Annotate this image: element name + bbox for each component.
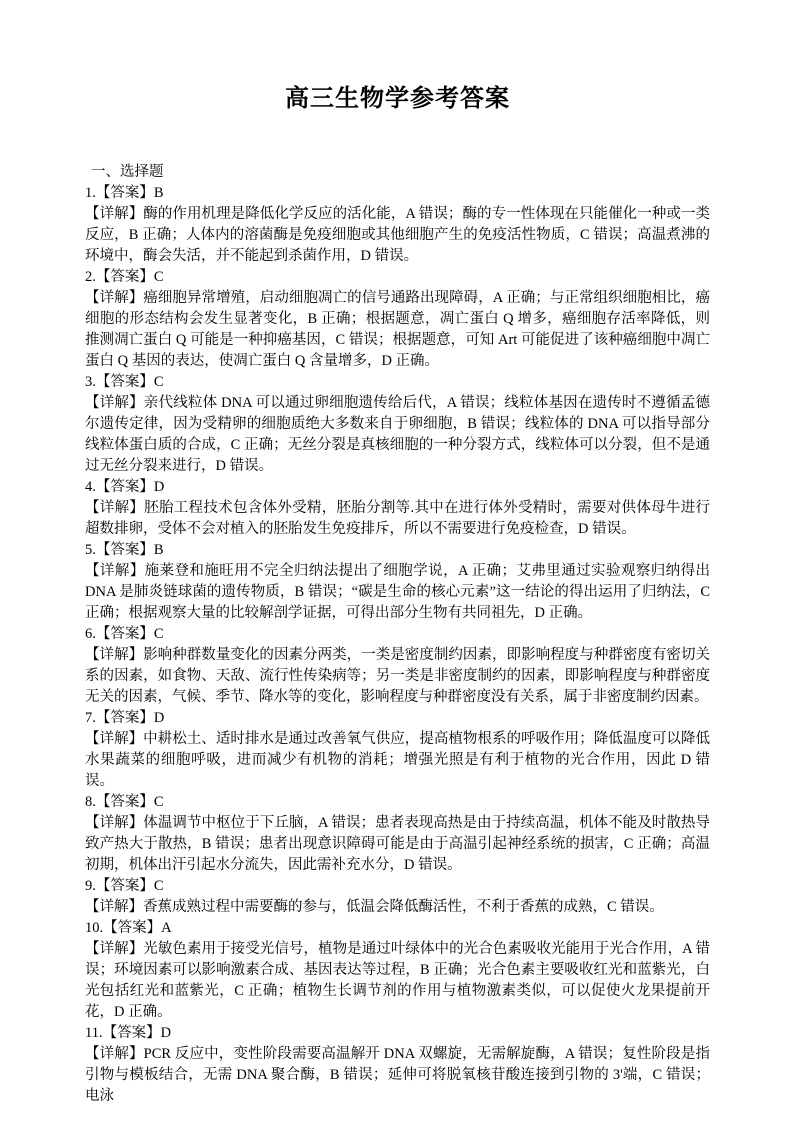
detail-paragraph: 【详解】酶的作用机理是降低化学反应的活化能，A 错误；酶的专一性体现在只能催化一种或一类反应，B 正确；人体内的溶菌酶是免疫细胞或其他细胞产生的免疫活性物质，C 错误；高温煮沸的环境中，酶会失活，并不能起到杀菌作用，D 错误。 [85,206,710,264]
answer-line: 10.【答案】A [85,920,172,936]
answer-line: 7.【答案】D [85,710,165,726]
detail-paragraph: 【详解】施莱登和施旺用不完全归纳法提出了细胞学说，A 正确；艾弗里通过实验观察归纳得出 DNA 是肺炎链球菌的遗传物质，B 错误；“碳是生命的核心元素”这一结论的得出运用了归纳法，C 正确；根据观察大量的比较解剖学证据，可得出部分生物有共同祖先，D 正确。 [85,563,710,621]
answer-list [85,183,710,1107]
detail-paragraph: 【详解】胚胎工程技术包含体外受精，胚胎分割等.其中在进行体外受精时，需要对供体母牛进行超数排卵，受体不会对植入的胚胎发生免疫排斥，所以不需要进行免疫检查，D 错误。 [85,500,710,537]
detail-paragraph: 【详解】香蕉成熟过程中需要酶的参与，低温会降低酶活性，不利于香蕉的成熟，C 错误。 [85,899,664,915]
detail-paragraph: 【详解】中耕松土、适时排水是通过改善氧气供应，提高植物根系的呼吸作用；降低温度可以降低水果蔬菜的细胞呼吸，进而减少有机物的消耗；增强光照是有利于植物的光合作用，因此 D 错误。 [85,731,710,789]
page-title: 高三生物学参考答案 [285,86,510,112]
answer-line: 8.【答案】C [85,794,164,810]
answer-line: 6.【答案】C [85,626,164,642]
section-heading: 一、选择题 [91,164,164,180]
answer-line: 3.【答案】C [85,374,164,390]
answer-line: 5.【答案】B [85,542,164,558]
answer-line: 9.【答案】C [85,878,164,894]
detail-paragraph: 【详解】体温调节中枢位于下丘脑，A 错误；患者表现高热是由于持续高温，机体不能及时散热导致产热大于散热，B 错误；患者出现意识障碍可能是由于高温引起神经系统的损害，C 正确；高温初期，机体出汗引起水分流失，因此需补充水分，D 错误。 [85,815,710,873]
detail-paragraph: 【详解】亲代线粒体 DNA 可以通过卵细胞遗传给后代，A 错误；线粒体基因在遗传时不遵循孟德尔遗传定律，因为受精卵的细胞质绝大多数来自于卵细胞，B 错误；线粒体的 DNA 可以指导部分线粒体蛋白质的合成，C 正确；无丝分裂是真核细胞的一种分裂方式，线粒体可以分裂，但不是通过无丝分裂来进行，D 错误。 [85,395,710,474]
detail-paragraph: 【详解】PCR 反应中，变性阶段需要高温解开 DNA 双螺旋，无需解旋酶，A 错误；复性阶段是指引物与模板结合，无需 DNA 聚合酶，B 错误；延伸可将脱氧核苷酸连接到引物的 3'端，C 错误；电泳 [85,1046,710,1104]
detail-paragraph: 【详解】影响种群数量变化的因素分两类，一类是密度制约因素，即影响程度与种群密度有密切关系的因素，如食物、天敌、流行性传染病等；另一类是非密度制约的因素，即影响程度与种群密度无关的因素，气候、季节、降水等的变化，影响程度与种群密度没有关系，属于非密度制约因素。 [85,647,710,705]
detail-paragraph: 【详解】癌细胞异常增殖，启动细胞凋亡的信号通路出现障碍，A 正确；与正常组织细胞相比，癌细胞的形态结构会发生显著变化，B 正确；根据题意，凋亡蛋白 Q 增多，癌细胞存活率降低，则推测凋亡蛋白 Q 可能是一种抑癌基因，C 错误；根据题意，可知 Art 可能促进了该种癌细胞中凋亡蛋白 Q 基因的表达，使凋亡蛋白 Q 含量增多，D 正确。 [85,290,710,369]
answer-line: 11.【答案】D [85,1025,172,1041]
answer-line: 2.【答案】C [85,269,164,285]
answer-line: 4.【答案】D [85,479,165,495]
answer-line: 1.【答案】B [85,185,164,201]
document-content [85,162,710,1107]
detail-paragraph: 【详解】光敏色素用于接受光信号，植物是通过叶绿体中的光合色素吸收光能用于光合作用，A 错误；环境因素可以影响激素合成、基因表达等过程，B 正确；光合色素主要吸收红光和蓝紫光，白光包括红光和蓝紫光，C 正确；植物生长调节剂的作用与植物激素类似，可以促使火龙果提前开花，D 正确。 [85,941,710,1020]
